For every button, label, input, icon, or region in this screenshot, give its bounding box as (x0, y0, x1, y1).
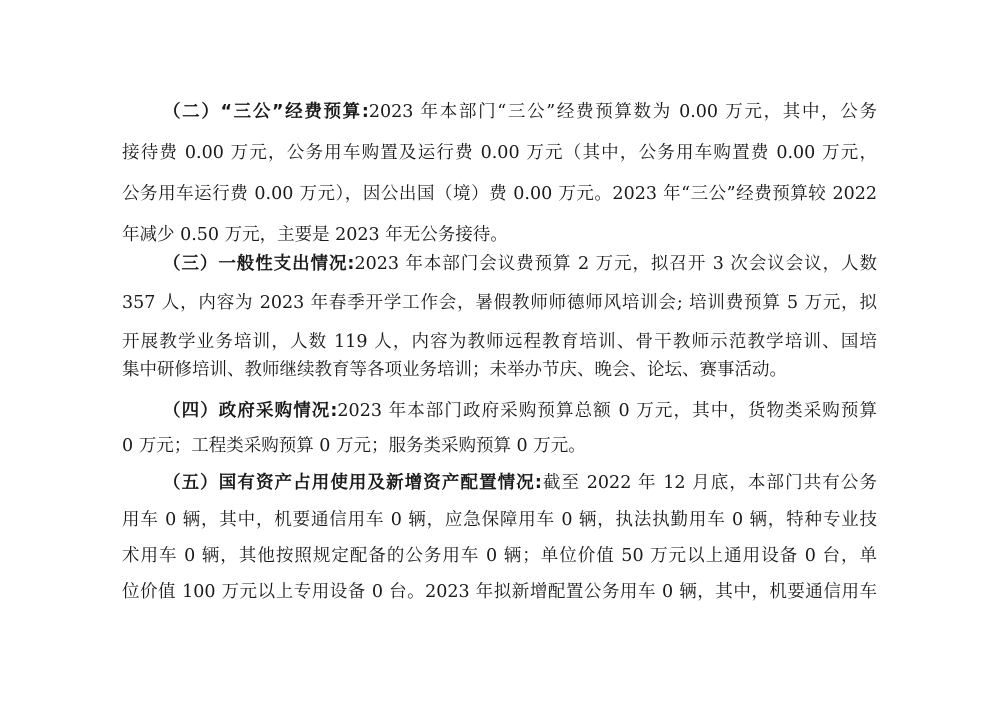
paragraph-5-text: 位价值 100 万元以上专用设备 0 台。2023 年拟新增配置公务用车 0 辆，其中，机要通信用车 (122, 582, 877, 602)
paragraph-2-line-1 (0, 94, 1000, 130)
paragraph-2-text: 年减少 0.50 万元，主要是 2023 年无公务接待。 (122, 225, 508, 245)
paragraph-4-heading: （四）政府采购情况: (163, 401, 338, 421)
paragraph-2-text: 2023 年本部门“三公”经费预算数为 0.00 万元，其中，公务 (368, 102, 877, 122)
paragraph-2-line-3 (0, 176, 1000, 212)
paragraph-2-heading: （二）“三公”经费预算: (163, 102, 369, 122)
paragraph-3-line-4 (0, 352, 1000, 388)
paragraph-3-text: 开展教学业务培训，人数 119 人，内容为教师远程教育培训、骨干教师示范教学培训、国培 (122, 332, 877, 352)
paragraph-4-text: 0 万元；工程类采购预算 0 万元；服务类采购预算 0 万元。 (122, 436, 586, 456)
paragraph-5-text: 截至 2022 年 12 月底，本部门共有公务 (541, 473, 877, 493)
paragraph-5-line-4 (0, 574, 1000, 610)
paragraph-4-text: 2023 年本部门政府采购预算总额 0 万元，其中，货物类采购预算 (337, 401, 878, 421)
paragraph-3-text: 集中研修培训、教师继续教育等各项业务培训；未举办节庆、晚会、论坛、赛事活动。 (122, 360, 787, 380)
paragraph-3-heading: （三）一般性支出情况: (163, 254, 355, 274)
paragraph-5-text: 用车 0 辆，其中，机要通信用车 0 辆，应急保障用车 0 辆，执法执勤用车 0 辆，特种专业技 (122, 510, 877, 530)
paragraph-5-line-2 (0, 502, 1000, 538)
paragraph-4-line-1 (0, 393, 1000, 429)
paragraph-2-line-2 (0, 135, 1000, 171)
paragraph-3-text: 2023 年本部门会议费预算 2 万元，拟召开 3 次会议会议，人数 (354, 254, 878, 274)
paragraph-3-text: 357 人，内容为 2023 年春季开学工作会，暑假教师师德师风培训会; 培训费预算 5 万元，拟 (122, 293, 877, 313)
paragraph-3-line-1 (0, 246, 1000, 282)
paragraph-3-line-2 (0, 285, 1000, 321)
paragraph-2-text: 公务用车运行费 0.00 万元），因公出国（境）费 0.00 万元。2023 年“三公”经费预算较 2022 (122, 184, 877, 204)
paragraph-2-text: 接待费 0.00 万元，公务用车购置及运行费 0.00 万元（其中，公务用车购置费 0.00 万元， (122, 143, 877, 163)
paragraph-5-line-3 (0, 538, 1000, 574)
paragraph-5-heading: （五）国有资产占用使用及新增资产配置情况: (163, 473, 542, 493)
paragraph-5-line-1 (0, 465, 1000, 501)
paragraph-4-line-2 (0, 428, 1000, 464)
paragraph-5-text: 术用车 0 辆，其他按照规定配备的公务用车 0 辆；单位价值 50 万元以上通用设备 0 台，单 (122, 546, 877, 566)
